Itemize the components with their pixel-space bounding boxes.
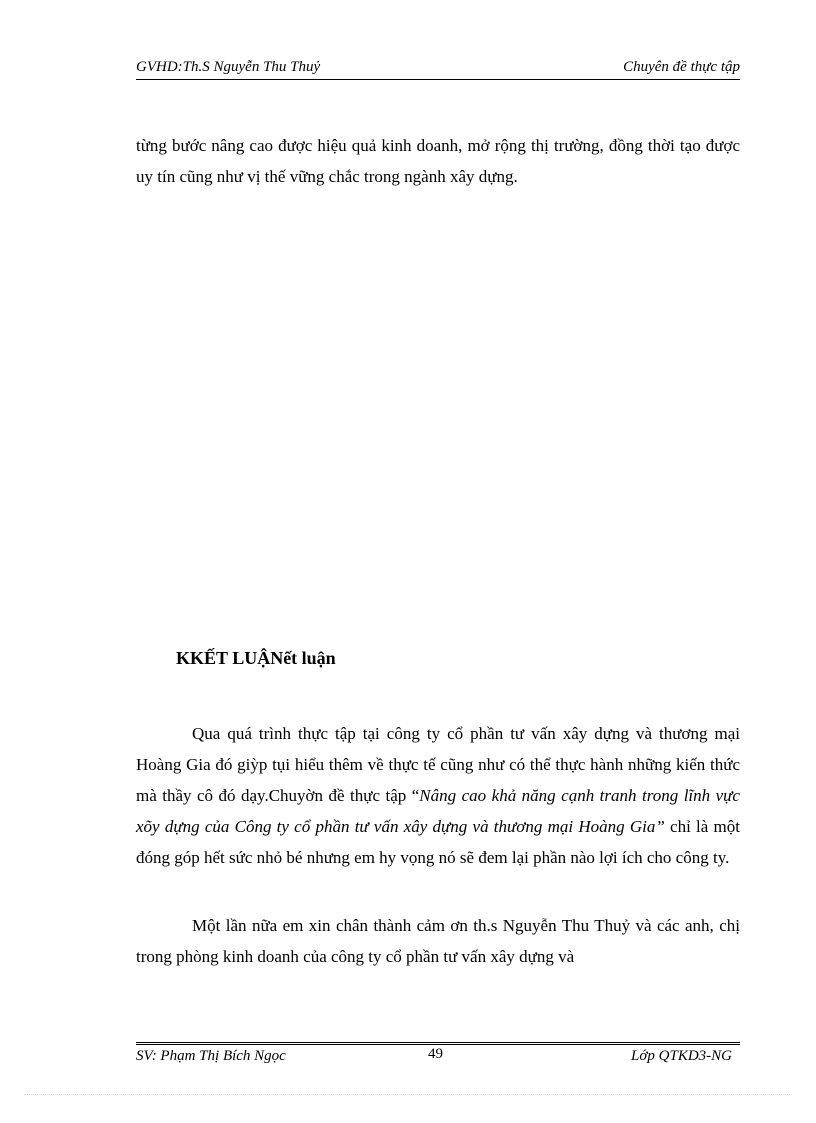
header-supervisor: GVHD:Th.S Nguyễn Thu Thuỷ <box>136 59 321 75</box>
paragraph-thanks: Một lần nữa em xin chân thành cảm ơn th.s Nguyễn Thu Thuỷ và các anh, chị trong phòng kinh doanh của công ty cổ phần tư vấn xây dựng và <box>136 916 740 966</box>
thesis-title: Nâng cao khả năng cạnh tranh trong lĩnh vực xõy dựng của Công ty cổ phần tư vấn xây dựng và thương mại Hoàng Gia” <box>136 786 740 836</box>
footer-divider-top <box>136 1042 740 1043</box>
page-footer <box>136 1046 740 1070</box>
footer-divider-bottom <box>136 1044 740 1045</box>
footer-class: Lớp QTKD3-NG <box>631 1048 732 1064</box>
paragraph-conclusion-text-2: chỉ là một đóng góp hết sức nhỏ bé nhưng em hy vọng nó sẽ đem lại phần nào lợi ích cho công ty. <box>136 817 740 867</box>
section-heading: KKẾT LUẬNết luận <box>176 648 336 668</box>
page-number: 49 <box>428 1046 443 1062</box>
page-header <box>136 57 740 80</box>
page-edge-divider <box>24 1094 792 1095</box>
paragraph-continuation: từng bước nâng cao được hiệu quả kinh doanh, mở rộng thị trường, đồng thời tạo được uy tín cũng như vị thế vững chắc trong ngành xây dựng. <box>136 136 740 186</box>
paragraph-conclusion-text-1: Qua quá trình thực tập tại công ty cổ phần tư vấn xây dựng và thương mại Hoàng Gia đó giỳp tụi hiểu thêm về thực tế cũng như có thể thực hành những kiến thức mà thầy cô đó dạy.Chuyờn đề thực tập “ <box>136 724 740 805</box>
footer-student: SV: Phạm Thị Bích Ngọc <box>136 1048 286 1064</box>
paragraph-conclusion <box>136 718 740 873</box>
header-document-type: Chuyên đề thực tập <box>623 59 740 75</box>
